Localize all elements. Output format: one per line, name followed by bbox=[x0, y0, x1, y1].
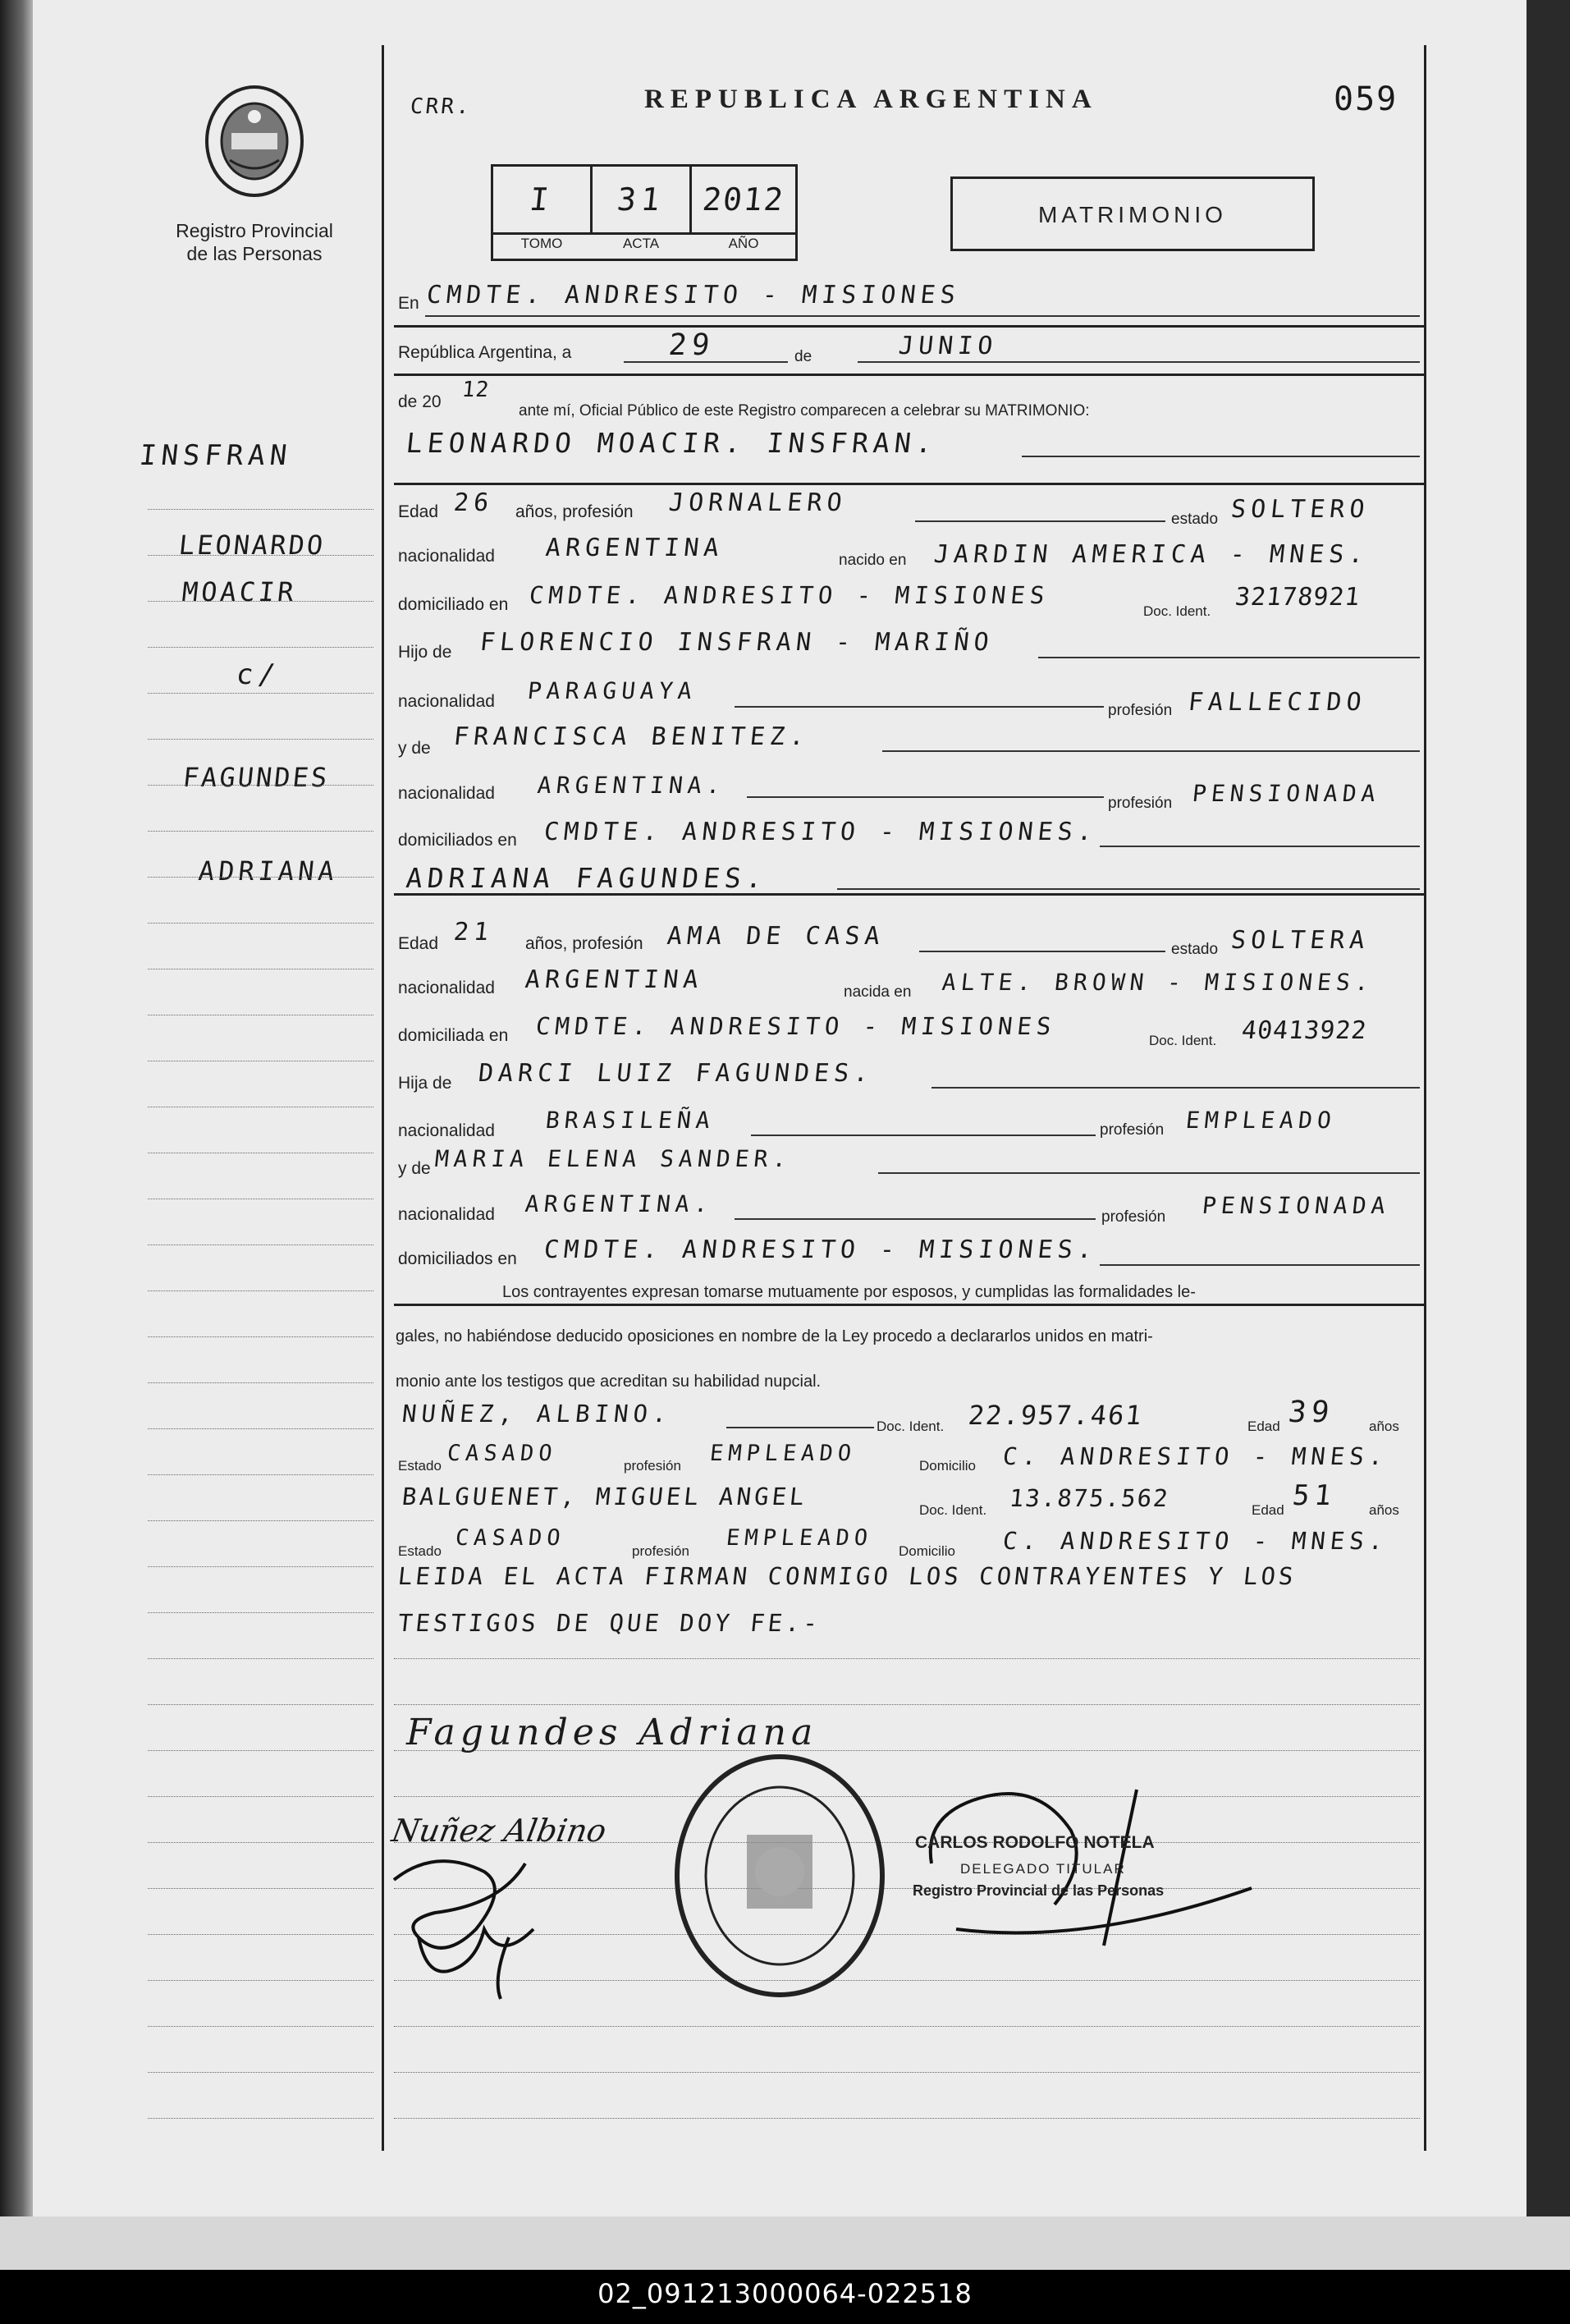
label-estado: estado bbox=[1171, 511, 1219, 528]
tomo-label: TOMO bbox=[520, 236, 563, 251]
label-ante-mi: ante mí, Oficial Público de este Registro comparecen a celebrar su MATRIMONIO: bbox=[519, 402, 1090, 419]
spouse2-profession: AMA DE CASA bbox=[666, 922, 886, 951]
label-domiciliados-en: domiciliados en bbox=[398, 1249, 517, 1268]
label-de: de bbox=[794, 348, 812, 365]
witness1-status: CASADO bbox=[446, 1441, 559, 1466]
underline bbox=[1038, 657, 1420, 658]
witness1-profession: EMPLEADO bbox=[708, 1441, 858, 1466]
underline bbox=[624, 361, 788, 363]
underline bbox=[837, 888, 1420, 890]
label-nacionalidad: nacionalidad bbox=[398, 692, 495, 711]
margin-rule-line bbox=[148, 2026, 373, 2027]
label-profesion: profesión bbox=[1108, 795, 1173, 812]
row-separator bbox=[394, 374, 1424, 376]
witness2-age: 51 bbox=[1290, 1479, 1339, 1512]
label-estado: estado bbox=[1171, 941, 1219, 958]
label-anos: años bbox=[1369, 1419, 1399, 1434]
registry-name-line1: Registro Provincial bbox=[176, 220, 333, 241]
label-profesion: profesión bbox=[1108, 702, 1173, 719]
margin-name2: MOACIR bbox=[181, 576, 299, 607]
spouse2-mother: MARIA ELENA SANDER. bbox=[433, 1145, 794, 1172]
spouse1-father-profession: FALLECIDO bbox=[1187, 688, 1368, 717]
margin-rule-line bbox=[148, 1888, 373, 1889]
record-day: 29 bbox=[666, 328, 716, 362]
label-anos: años bbox=[1369, 1502, 1399, 1518]
margin-rule-line bbox=[148, 1520, 373, 1521]
margin-rule-line bbox=[148, 831, 373, 832]
label-y-de: y de bbox=[398, 1159, 431, 1178]
underline bbox=[735, 1218, 1096, 1220]
margin-rule-line bbox=[148, 1934, 373, 1935]
label-hijo-de: Hijo de bbox=[398, 643, 452, 662]
underline bbox=[751, 1134, 1096, 1136]
spouse2-civil-status: SOLTERA bbox=[1229, 926, 1371, 955]
spouse2-doc: 40413922 bbox=[1240, 1016, 1369, 1045]
underline bbox=[735, 706, 1104, 708]
spouse2-father: DARCI LUIZ FAGUNDES. bbox=[477, 1059, 876, 1088]
margin-conjunction: c/ bbox=[234, 658, 282, 691]
spouse1-profession: JORNALERO bbox=[667, 488, 849, 517]
label-domicilio: Domicilio bbox=[919, 1458, 976, 1474]
statement-line2: gales, no habiéndose deducido oposiciones en nombre de la Ley procedo a declararlos unidos en matri- bbox=[396, 1327, 1153, 1345]
crr-mark: CRR. bbox=[409, 94, 474, 119]
label-estado: Estado bbox=[398, 1458, 442, 1474]
label-doc-ident: Doc. Ident. bbox=[919, 1502, 987, 1518]
spouse2-father-nationality: BRASILEÑA bbox=[544, 1107, 716, 1134]
row-separator bbox=[394, 483, 1424, 485]
row-separator bbox=[394, 1304, 1424, 1306]
margin-rule-line bbox=[148, 1612, 373, 1613]
closing-line1: LEIDA EL ACTA FIRMAN CONMIGO LOS CONTRAYENTES Y LOS bbox=[396, 1562, 1298, 1590]
label-nacionalidad: nacionalidad bbox=[398, 547, 495, 566]
underline bbox=[1022, 456, 1420, 457]
witness2-profession: EMPLEADO bbox=[725, 1525, 874, 1551]
margin-rule-line bbox=[148, 1566, 373, 1567]
witness1-age: 39 bbox=[1286, 1396, 1336, 1429]
label-hija-de: Hija de bbox=[398, 1074, 452, 1093]
label-anos-profesion: años, profesión bbox=[515, 502, 634, 521]
witness2-address: C. ANDRESITO - MNES. bbox=[1001, 1527, 1389, 1555]
margin-rule-line bbox=[148, 2118, 373, 2119]
label-estado: Estado bbox=[398, 1543, 442, 1559]
spouse1-name: LEONARDO MOACIR. INSFRAN. bbox=[404, 427, 939, 459]
statement-line3: monio ante los testigos que acreditan su habilidad nupcial. bbox=[396, 1373, 822, 1391]
body-rule-line bbox=[394, 2026, 1420, 2027]
margin-rule-line bbox=[148, 739, 373, 740]
margin-rule-line bbox=[148, 1382, 373, 1383]
officer-name: CARLOS RODOLFO NOTELA bbox=[915, 1833, 1155, 1852]
caption-bar bbox=[0, 2270, 1570, 2324]
witness-signature: Nuñez Albino bbox=[389, 1813, 610, 1849]
label-edad: Edad bbox=[1247, 1419, 1280, 1434]
label-nacida-en: nacida en bbox=[844, 983, 912, 1001]
margin-rule-line bbox=[148, 1290, 373, 1291]
statement-line1: Los contrayentes expresan tomarse mutuamente por esposos, y cumplidas las formalidades le- bbox=[502, 1283, 1196, 1301]
spouse2-father-profession: EMPLEADO bbox=[1184, 1107, 1338, 1134]
witness2-status: CASADO bbox=[454, 1525, 567, 1551]
spouse1-civil-status: SOLTERO bbox=[1229, 495, 1371, 524]
spouse1-doc: 32178921 bbox=[1234, 583, 1362, 612]
row-separator bbox=[394, 325, 1424, 328]
spouse2-birthplace: ALTE. BROWN - MISIONES. bbox=[941, 969, 1375, 996]
margin-rule-line bbox=[148, 1336, 373, 1337]
margin-rule-line bbox=[148, 785, 373, 786]
label-nacido-en: nacido en bbox=[839, 552, 907, 569]
margin-divider bbox=[382, 45, 384, 2151]
label-domiciliados-en: domiciliados en bbox=[398, 831, 517, 850]
spouse1-parents-address: CMDTE. ANDRESITO - MISIONES. bbox=[542, 818, 1099, 846]
label-anos-profesion: años, profesión bbox=[525, 934, 643, 953]
spouse2-nationality: ARGENTINA bbox=[524, 965, 705, 994]
right-border bbox=[1424, 45, 1426, 2151]
record-month: JUNIO bbox=[897, 332, 1000, 360]
record-year-suffix: 12 bbox=[460, 378, 491, 402]
label-nacionalidad: nacionalidad bbox=[398, 784, 495, 803]
margin-rule-line bbox=[148, 601, 373, 602]
margin-rule-line bbox=[148, 1704, 373, 1705]
underline bbox=[1100, 846, 1420, 847]
underline bbox=[882, 750, 1420, 752]
spouse1-father: FLORENCIO INSFRAN - MARIÑO bbox=[478, 628, 996, 657]
label-edad: Edad bbox=[398, 934, 439, 953]
label-republica: República Argentina, a bbox=[398, 343, 572, 362]
spouse2-mother-nationality: ARGENTINA. bbox=[524, 1190, 715, 1217]
underline bbox=[878, 1172, 1420, 1174]
label-domicilio: Domicilio bbox=[899, 1543, 955, 1559]
bride-signature: Fagundes Adriana bbox=[406, 1712, 818, 1753]
spouse1-mother: FRANCISCA BENITEZ. bbox=[452, 722, 811, 751]
label-domiciliada-en: domiciliada en bbox=[398, 1026, 509, 1045]
label-nacionalidad: nacionalidad bbox=[398, 1205, 495, 1224]
margin-rule-line bbox=[148, 923, 373, 924]
label-profesion: profesión bbox=[1100, 1121, 1165, 1139]
spouse2-mother-profession: PENSIONADA bbox=[1201, 1192, 1392, 1219]
spouse1-age: 26 bbox=[452, 488, 495, 517]
label-nacionalidad: nacionalidad bbox=[398, 1121, 495, 1140]
margin-rule-line bbox=[148, 1842, 373, 1843]
label-edad: Edad bbox=[1252, 1502, 1284, 1518]
underline bbox=[931, 1087, 1420, 1089]
underline bbox=[425, 315, 1420, 317]
spouse1-father-nationality: PARAGUAYA bbox=[526, 677, 698, 704]
country-title: REPUBLICA ARGENTINA bbox=[644, 85, 1098, 114]
margin-rule-line bbox=[148, 877, 373, 878]
margin-lastname2: FAGUNDES bbox=[181, 762, 332, 793]
officer-title: DELEGADO TITULAR bbox=[960, 1861, 1126, 1877]
margin-rule-line bbox=[148, 1428, 373, 1429]
official-stamp-icon bbox=[669, 1749, 890, 2003]
margin-rule-line bbox=[148, 647, 373, 648]
underline bbox=[919, 951, 1165, 952]
record-place: CMDTE. ANDRESITO - MISIONES bbox=[425, 281, 962, 309]
record-type-box bbox=[950, 176, 1315, 251]
spouse1-mother-nationality: ARGENTINA. bbox=[536, 772, 727, 799]
body-rule-line bbox=[394, 2118, 1420, 2119]
underline bbox=[747, 796, 1104, 798]
margin-name3: ADRIANA bbox=[197, 855, 340, 887]
label-y-de: y de bbox=[398, 739, 431, 758]
witness1-address: C. ANDRESITO - MNES. bbox=[1001, 1442, 1389, 1470]
image-code: 02_091213000064-022518 bbox=[597, 2278, 973, 2309]
label-edad: Edad bbox=[398, 502, 439, 521]
spouse1-nationality: ARGENTINA bbox=[544, 534, 725, 562]
underline bbox=[858, 361, 1420, 363]
registry-name-line2: de las Personas bbox=[186, 243, 323, 264]
folio-number: 059 bbox=[1334, 80, 1398, 118]
witness2-doc: 13.875.562 bbox=[1008, 1484, 1171, 1512]
witness1-doc: 22.957.461 bbox=[967, 1400, 1145, 1431]
spouse1-mother-profession: PENSIONADA bbox=[1191, 780, 1382, 807]
anio-value: 2012 bbox=[700, 181, 787, 218]
groom-signature-icon bbox=[386, 1839, 574, 2003]
margin-rule-line bbox=[148, 555, 373, 556]
label-nacionalidad: nacionalidad bbox=[398, 979, 495, 997]
spouse1-birthplace: JARDIN AMERICA - MNES. bbox=[932, 540, 1371, 569]
anio-label: AÑO bbox=[728, 236, 759, 251]
underline bbox=[915, 520, 1165, 522]
record-type: MATRIMONIO bbox=[1038, 202, 1227, 227]
body-rule-line bbox=[394, 1704, 1420, 1705]
underline bbox=[1100, 1264, 1420, 1266]
spouse2-parents-address: CMDTE. ANDRESITO - MISIONES. bbox=[542, 1235, 1099, 1264]
officer-office: Registro Provincial de las Personas bbox=[913, 1882, 1165, 1899]
label-profesion: profesión bbox=[624, 1458, 681, 1474]
province-seal-icon bbox=[197, 82, 312, 205]
record-id-box bbox=[491, 164, 798, 261]
spouse2-name: ADRIANA FAGUNDES. bbox=[404, 862, 769, 894]
margin-rule-line bbox=[148, 1474, 373, 1475]
acta-label: ACTA bbox=[622, 236, 660, 251]
acta-value: 31 bbox=[615, 181, 667, 218]
margin-name1: LEONARDO bbox=[177, 529, 327, 561]
body-rule-line bbox=[394, 1658, 1420, 1659]
margin-rule-line bbox=[148, 693, 373, 694]
label-de-year: de 20 bbox=[398, 392, 442, 411]
witness1-name: NUÑEZ, ALBINO. bbox=[401, 1400, 674, 1428]
label-doc-ident: Doc. Ident. bbox=[1149, 1033, 1217, 1048]
label-domiciliado-en: domiciliado en bbox=[398, 595, 509, 614]
margin-lastname: INSFRAN bbox=[137, 439, 294, 472]
spouse1-address: CMDTE. ANDRESITO - MISIONES bbox=[528, 581, 1051, 609]
margin-rule-line bbox=[148, 1658, 373, 1659]
spouse2-address: CMDTE. ANDRESITO - MISIONES bbox=[534, 1012, 1058, 1040]
margin-rule-line bbox=[148, 1796, 373, 1797]
closing-line2: TESTIGOS DE QUE DOY FE.- bbox=[396, 1609, 822, 1637]
label-doc-ident: Doc. Ident. bbox=[1143, 603, 1211, 619]
body-rule-line bbox=[394, 2072, 1420, 2073]
tomo-value: I bbox=[528, 181, 556, 218]
spouse2-age: 21 bbox=[452, 918, 495, 947]
margin-rule-line bbox=[148, 2072, 373, 2073]
label-profesion: profesión bbox=[632, 1543, 689, 1559]
margin-rule-line bbox=[148, 1750, 373, 1751]
bottom-strip bbox=[0, 2216, 1570, 2270]
margin-rule-line bbox=[148, 509, 373, 510]
witness2-name: BALGUENET, MIGUEL ANGEL bbox=[401, 1483, 809, 1510]
label-doc-ident: Doc. Ident. bbox=[877, 1419, 945, 1434]
label-en: En bbox=[398, 294, 419, 313]
margin-rule-line bbox=[148, 1980, 373, 1981]
underline bbox=[726, 1427, 874, 1428]
label-profesion: profesión bbox=[1101, 1208, 1166, 1226]
